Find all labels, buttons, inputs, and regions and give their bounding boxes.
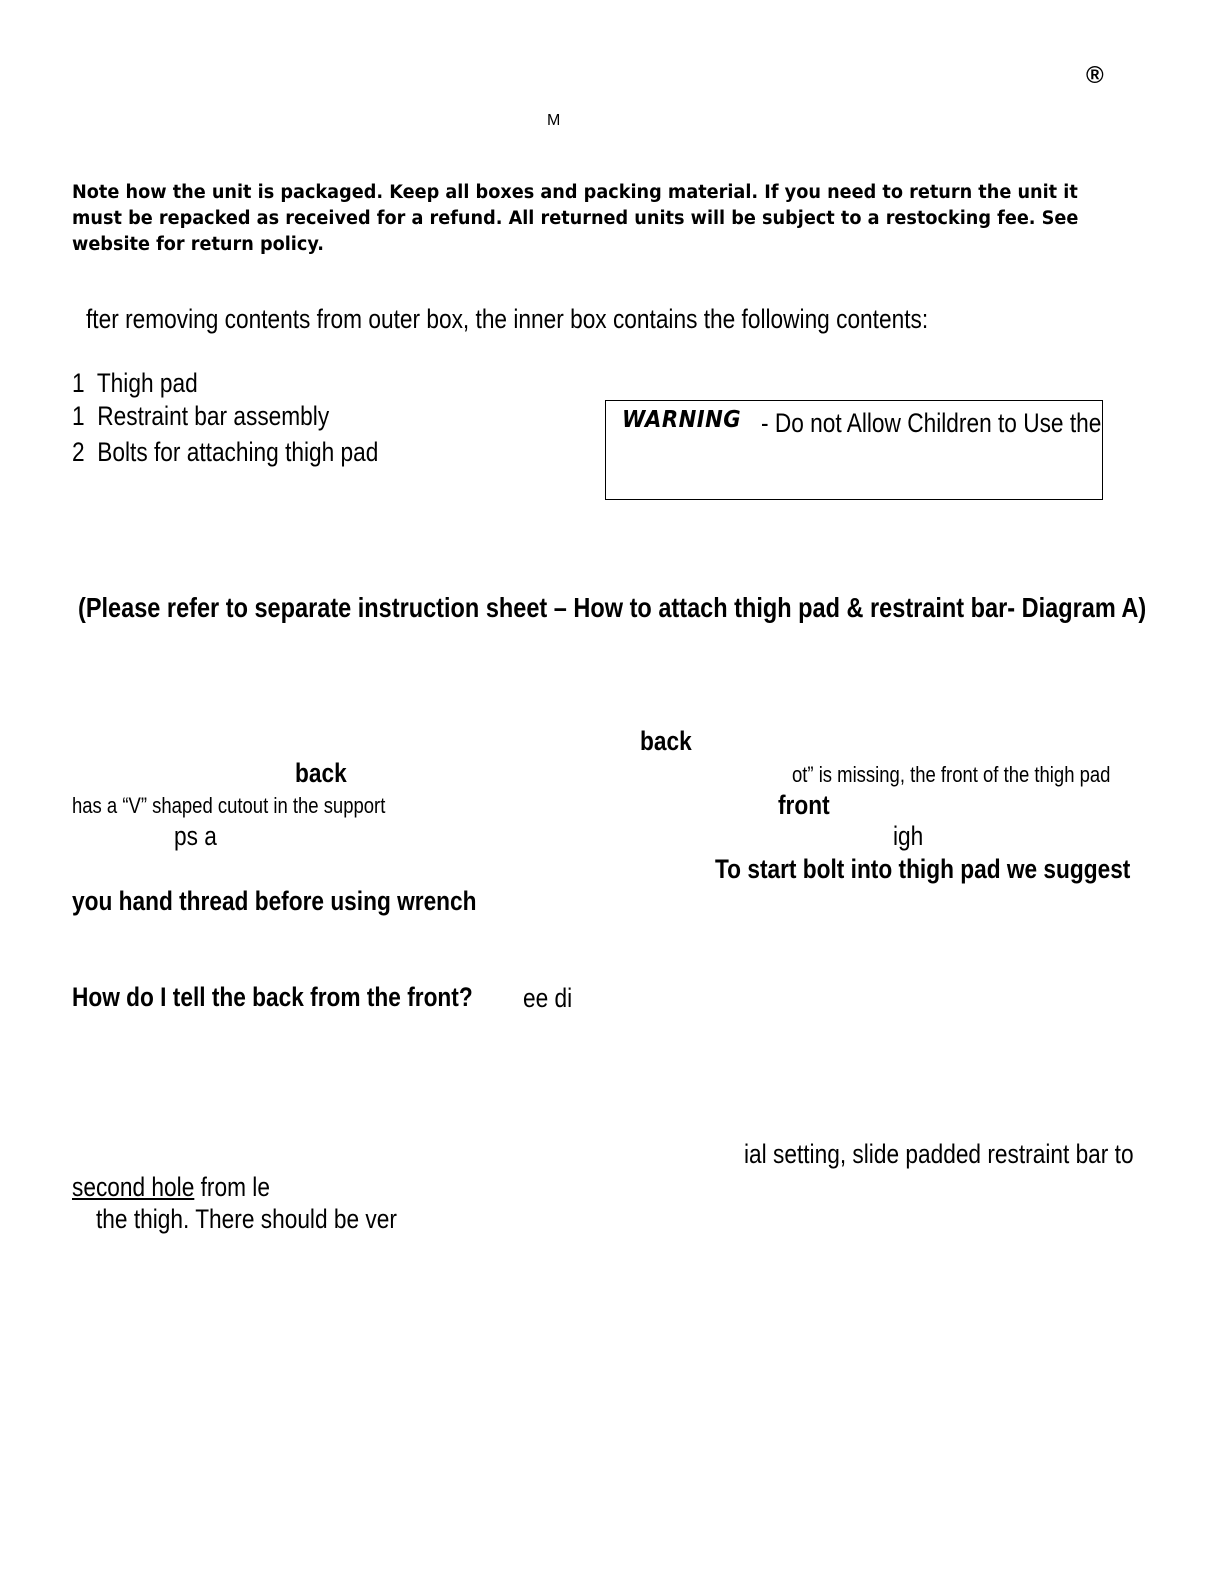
bolt-tip-line-1: To start bolt into thigh pad we suggest: [715, 854, 1131, 884]
list-item-qty: 1: [72, 401, 85, 431]
text-fragment: ps a: [174, 821, 217, 851]
list-item: [72, 439, 378, 466]
back-emphasis: back: [640, 726, 692, 756]
thigh-fit-text: the thigh. There should be ver: [96, 1204, 397, 1234]
list-item-label: Restraint bar assembly: [97, 401, 330, 431]
list-item-qty: 2: [72, 437, 85, 467]
list-item: [72, 370, 198, 397]
list-item-qty: 1: [72, 368, 85, 398]
contents-intro: fter removing contents from outer box, the inner box contains the following contents:: [86, 304, 929, 334]
notice-line-2: must be repacked as received for a refund. All returned units will be subject to a restocking fee. See: [72, 208, 1079, 229]
packaging-notice: [72, 180, 1103, 258]
back-emphasis: back: [295, 758, 347, 788]
warning-text: - Do not Allow Children to Use the: [761, 408, 1102, 438]
faq-question: How do I tell the back from the front?: [72, 982, 473, 1012]
faq-answer-fragment: ee di: [523, 983, 573, 1013]
initial-setting-text: ial setting, slide padded restraint bar to: [744, 1139, 1134, 1169]
list-item: [72, 403, 329, 430]
warning-label: WARNING: [622, 407, 742, 433]
text-fragment: igh: [893, 821, 924, 851]
v-cutout-text: has a “V” shaped cutout in the support: [72, 793, 386, 818]
missing-foot-text: ot” is missing, the front of the thigh pad: [792, 762, 1111, 787]
bolt-tip-line-2: you hand thread before using wrench: [72, 886, 477, 916]
registered-trademark-mark: ®: [1086, 62, 1104, 89]
notice-line-1: Note how the unit is packaged. Keep all boxes and packing material. If you need to return the unit it: [72, 182, 1078, 203]
instruction-sheet-reference: (Please refer to separate instruction sheet – How to attach thigh pad & restraint bar- Diagram A): [78, 592, 1147, 623]
notice-line-3: website for return policy.: [72, 234, 324, 255]
list-item-label: Thigh pad: [96, 368, 198, 398]
trademark-fragment: M: [547, 112, 561, 129]
front-emphasis: front: [778, 790, 830, 820]
second-hole-text: second hole: [72, 1172, 195, 1202]
second-hole-line: [72, 1174, 270, 1201]
from-left-text: from le: [194, 1172, 270, 1202]
list-item-label: Bolts for attaching thigh pad: [97, 437, 379, 467]
warning-box: [605, 400, 1103, 500]
